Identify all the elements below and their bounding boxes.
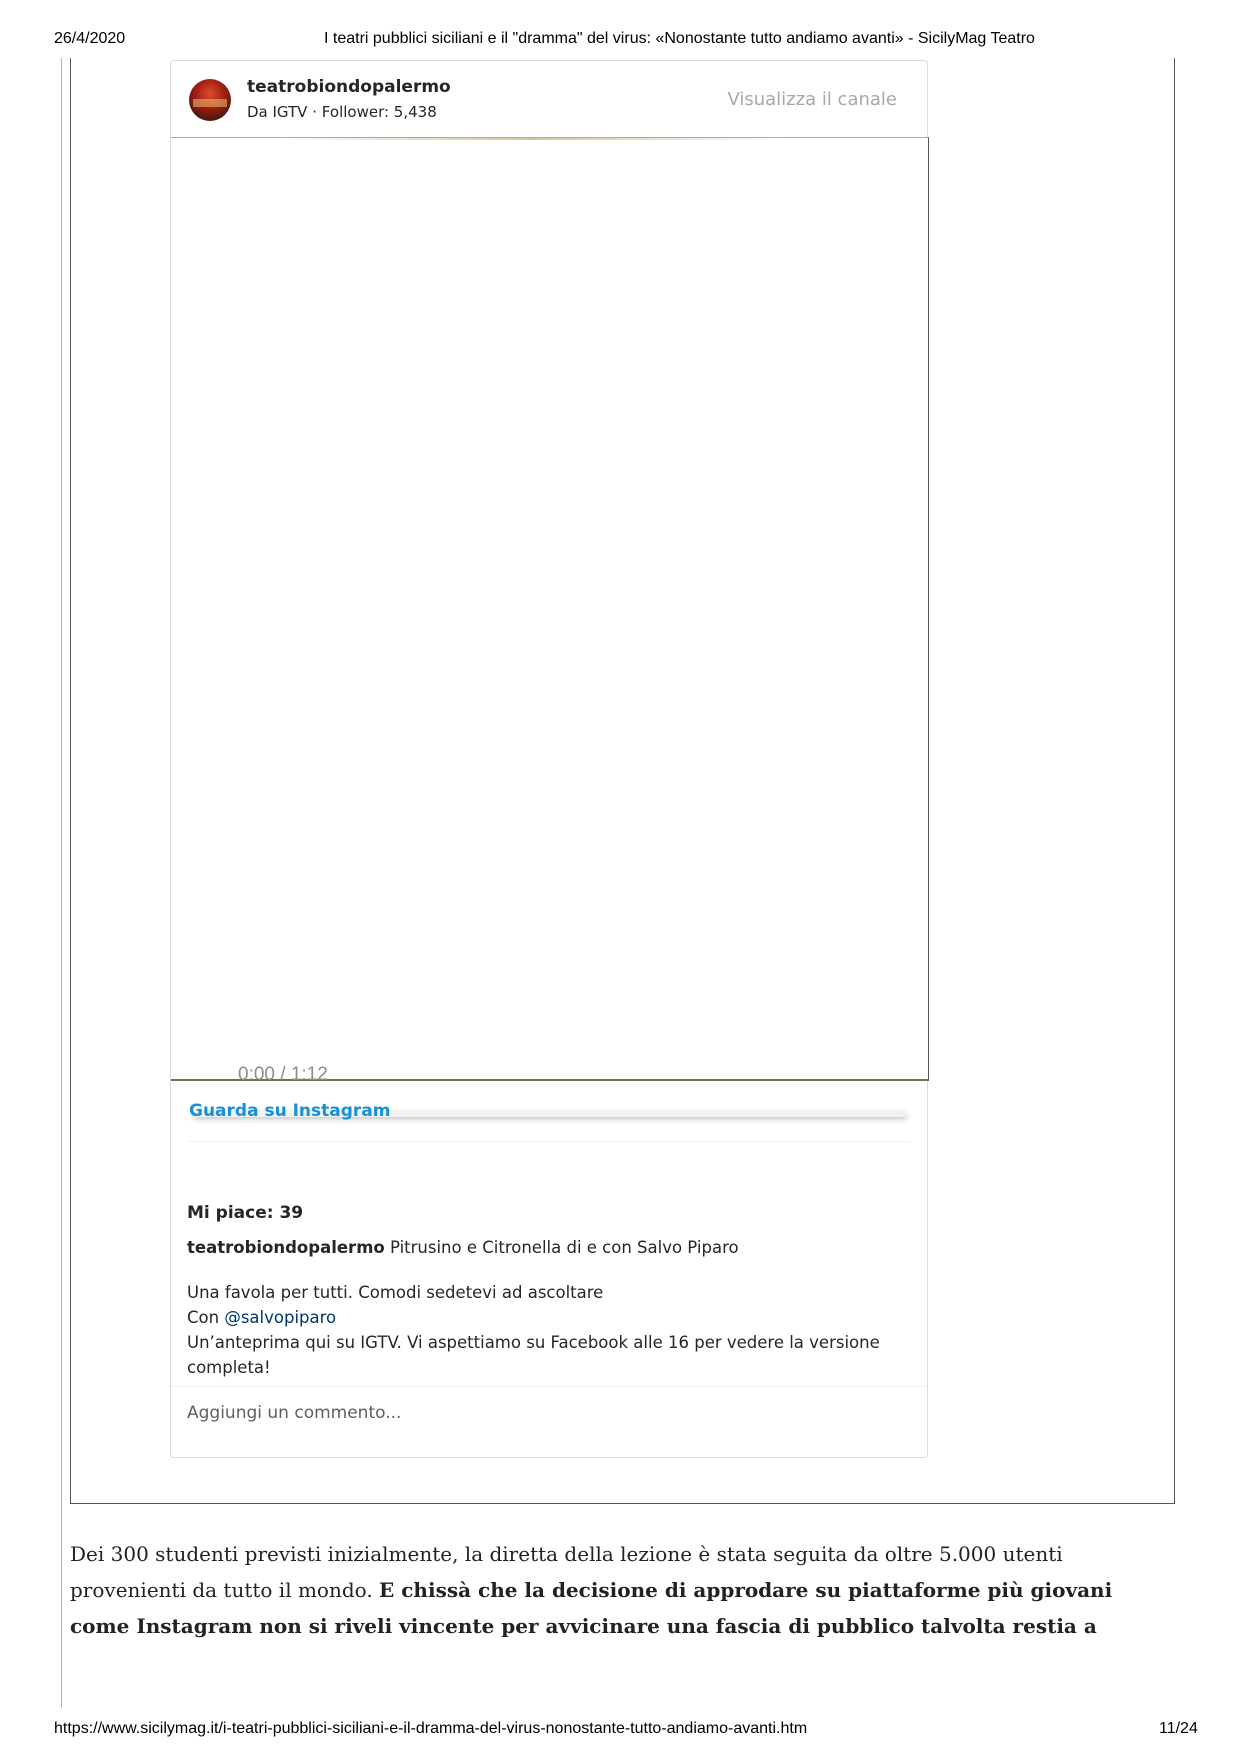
divider (171, 1386, 927, 1387)
print-date: 26/4/2020 (54, 30, 126, 47)
separator-dot: · (312, 103, 318, 121)
watch-on-instagram-link[interactable]: Guarda su Instagram (189, 1101, 391, 1121)
caption-line-4: Un’anteprima qui su IGTV. Vi aspettiamo su Facebook alle 16 per vedere la versione completa! (187, 1333, 880, 1377)
instagram-embed-card (170, 60, 928, 1458)
mention-link[interactable]: @salvopiparo (224, 1308, 337, 1327)
follower-count: Follower: 5,438 (321, 103, 437, 121)
embed-header (171, 61, 927, 137)
caption-line-3-prefix: Con (187, 1308, 220, 1327)
article-paragraph (70, 1536, 1150, 1644)
account-meta (247, 103, 437, 121)
divider (189, 1141, 911, 1142)
source-label: Da IGTV (247, 103, 308, 121)
caption-line-1: Pitrusino e Citronella di e con Salvo Piparo (389, 1238, 739, 1257)
likes-count: Mi piace: 39 (187, 1203, 304, 1223)
caption-username-link[interactable]: teatrobiondopalermo (187, 1238, 385, 1257)
account-name-link[interactable]: teatrobiondopalermo (247, 77, 451, 97)
view-channel-button[interactable]: Visualizza il canale (727, 89, 897, 110)
print-page-title: I teatri pubblici siciliani e il "dramma" del virus: «Nonostante tutto andiamo avanti» - SicilyMag Teatro (324, 30, 1035, 47)
print-url: https://www.sicilymag.it/i-teatri-pubblici-siciliani-e-il-dramma-del-virus-nonostante-tutto-andiamo-avanti.htm (54, 1720, 808, 1737)
article-text: Dei 300 studenti previsti inizialmente, la diretta della lezione è stata seguita da oltre 5.000 utenti provenienti da tutto il mondo. (70, 1542, 1063, 1602)
caption-line-2: Una favola per tutti. Comodi sedetevi ad ascoltare (187, 1283, 604, 1302)
video-player[interactable] (171, 137, 929, 1085)
print-page-number: 11/24 (1159, 1720, 1198, 1737)
profile-avatar[interactable] (189, 79, 231, 121)
article-bold-text: E chissà che la decisione di approdare su piattaforme più giovani come Instagram non si riveli vincente per avvicinare una fascia di pubblico talvolta restia a (70, 1578, 1113, 1638)
video-top-edge (281, 138, 781, 140)
post-caption (187, 1235, 907, 1380)
comment-input[interactable]: Aggiungi un commento... (187, 1403, 402, 1423)
video-time: 0:00 / 1:12 (238, 1064, 328, 1085)
left-rule (61, 58, 62, 1708)
